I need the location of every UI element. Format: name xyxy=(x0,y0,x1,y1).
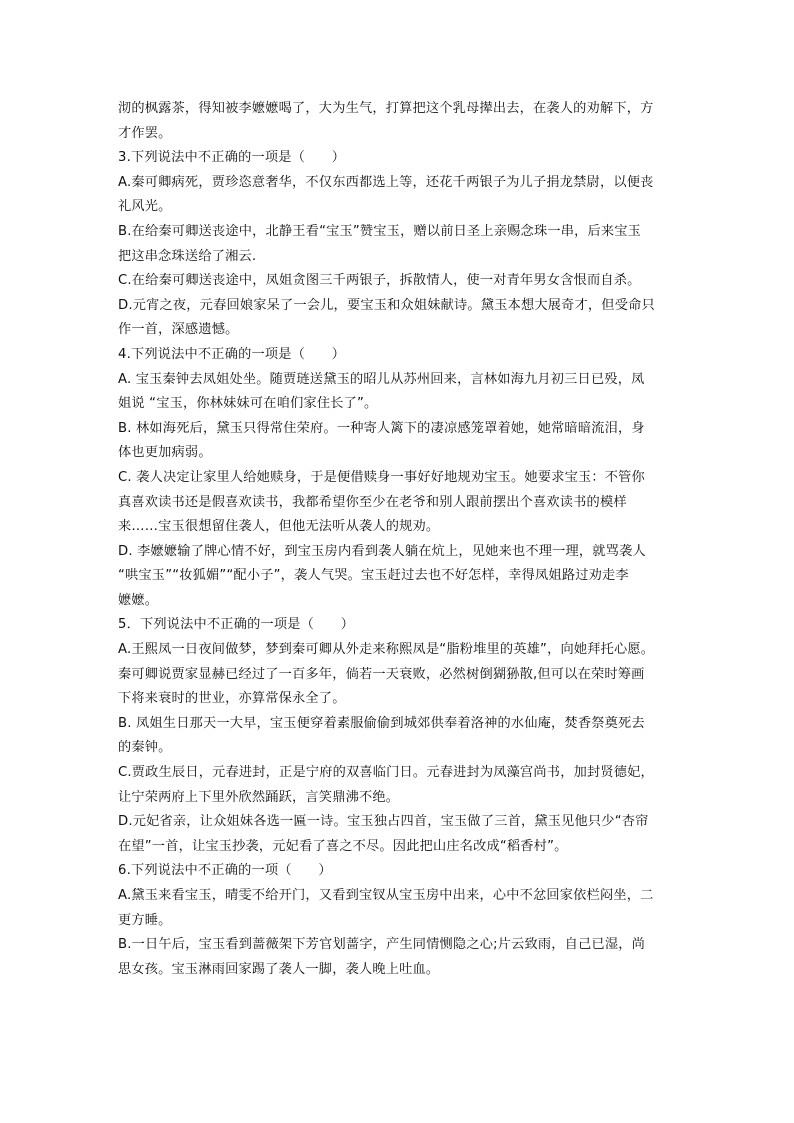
text-line: 思女孩。宝玉淋雨回家踢了袭人一脚，袭人晚上吐血。 xyxy=(118,961,440,977)
text-line: 体也更加病弱。 xyxy=(118,445,212,461)
question-3-option-d: D.元宵之夜，元春回娘家呆了一会儿，要宝玉和众姐妹献诗。黛玉本想大展奇才，但受命只 xyxy=(118,297,655,313)
text-line: 更方睡。 xyxy=(118,912,172,928)
question-6-stem: 6.下列说法中不正确的一项（ ） xyxy=(118,863,332,879)
text-line: 真喜欢读书还是假喜欢读书，我都希望你至少在老爷和别人跟前摆出个喜欢读书的模样 xyxy=(118,494,627,510)
question-5-stem: 5．下列说法中不正确的一项是（ ） xyxy=(118,617,355,633)
document-body xyxy=(118,97,678,982)
question-6-option-b: B.一日午后，宝玉看到蔷薇架下芳官划蔷字，产生同情恻隐之心;片云致雨，自己已湿，尚 xyxy=(118,937,646,953)
question-5-option-d: D.元妃省亲，让众姐妹各选一匾一诗。宝玉独占四首，宝玉做了三首，黛玉见他只少“杏帘 xyxy=(118,814,649,830)
text-line: 沏的枫露茶，得知被李嬷嬷喝了，大为生气，打算把这个乳母撵出去，在袭人的劝解下，方 xyxy=(118,101,654,116)
text-line: 作一首，深感遗憾。 xyxy=(118,322,239,338)
question-3-option-c: C.在给秦可卿送丧途中，凤姐贪图三千两银子，拆散情人，使一对青年男女含恨而自杀。 xyxy=(118,273,641,289)
question-4-stem: 4.下列说法中不正确的一项是（ ） xyxy=(118,346,346,362)
question-3-option-b: B.在给秦可卿送丧途中，北静王看“宝玉”赞宝玉，赠以前日圣上亲赐念珠一串，后来宝玉 xyxy=(118,223,642,239)
question-6-option-a: A.黛玉来看宝玉，晴雯不给开门，又看到宝钗从宝玉房中出来，心中不忿回家依栏闷坐，二 xyxy=(118,888,654,903)
question-4-option-b: B. 林如海死后，黛玉只得常住荣府。一种寄人篱下的凄凉感笼罩着她，她常暗暗流泪，身 xyxy=(118,420,645,436)
text-line: 来……宝玉很想留住袭人，但他无法听从袭人的规劝。 xyxy=(118,519,440,535)
text-line: 姐说 “宝玉，你林妹妹可在咱们家住长了”。 xyxy=(118,396,378,412)
question-4-option-d: D. 李嬷嬷输了牌心情不好，到宝玉房内看到袭人躺在炕上，见她来也不理一理，就骂袭人 xyxy=(118,543,646,559)
question-4-option-c: C. 袭人决定让家里人给她赎身，于是便借赎身一事好好地规劝宝玉。她要求宝玉：不管你 xyxy=(118,469,645,485)
text-line: 下将来衰时的世业，亦算常保永全了。 xyxy=(118,691,346,707)
question-5-option-a: A.王熙凤一日夜间做梦，梦到秦可卿从外走来称熙凤是“脂粉堆里的英雄”，向她拜托心愿。 xyxy=(118,642,655,658)
question-3-stem: 3.下列说法中不正确的一项是（ ） xyxy=(118,150,346,166)
text-line: 秦可卿说贾家显赫已经过了一百多年，倘若一天衰败，必然树倒猢狲散,但可以在荣时筹画 xyxy=(118,666,645,682)
text-line: 让宁荣两府上下里外欣然踊跃，言笑鼎沸不绝。 xyxy=(118,789,400,805)
text-line: 嬷嬷。 xyxy=(118,592,159,608)
text-line: 的秦钟。 xyxy=(118,740,172,756)
text-line: 礼风光。 xyxy=(118,199,172,215)
question-5-option-c: C.贾政生辰日，元春进封，正是宁府的双喜临门日。元春进封为凤藻宫尚书，加封贤德妃， xyxy=(118,765,654,781)
text-line: 在望”一首，让宝玉抄袭，元妃看了喜之不尽。因此把山庄名改成“稻香村”。 xyxy=(118,838,568,854)
text-line: “哄宝玉”“妆狐媚”“配小子”，袭人气哭。宝玉赶过去也不好怎样，幸得凤姐路过劝走李 xyxy=(118,568,629,584)
question-3-option-a: A.秦可卿病死，贾珍恣意奢华，不仅东西都选上等，还花千两银子为儿子捐龙禁尉，以便丧 xyxy=(118,174,654,190)
text-line: 把这串念珠送给了湘云. xyxy=(118,248,257,264)
question-5-option-b: B. 凤姐生日那天一大早，宝玉便穿着素服偷偷到城郊供奉着洛神的水仙庵，焚香祭奠死去 xyxy=(118,715,645,731)
question-4-option-a: A. 宝玉秦钟去凤姐处坐。随贾琏送黛玉的昭儿从苏州回来，言林如海九月初三日已殁，凤 xyxy=(118,371,645,387)
text-line: 才作罢。 xyxy=(118,125,172,141)
